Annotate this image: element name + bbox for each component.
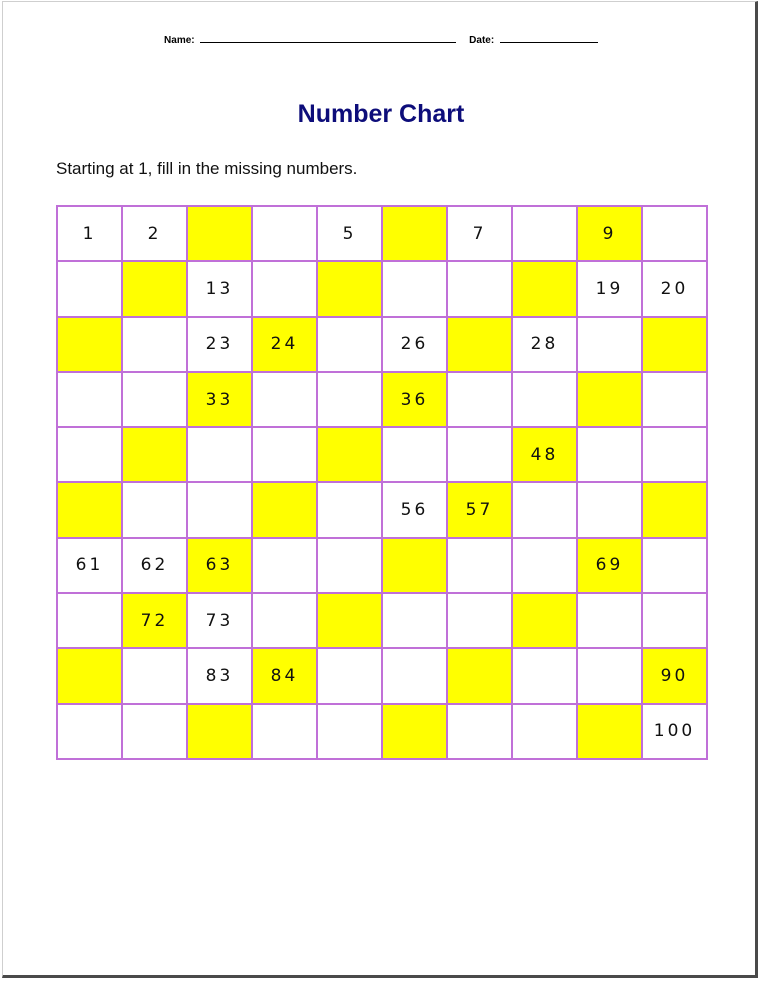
name-label: Name: bbox=[164, 35, 195, 46]
grid-cell[interactable] bbox=[318, 594, 383, 649]
grid-cell[interactable]: 19 bbox=[578, 262, 643, 317]
grid-cell[interactable] bbox=[58, 318, 123, 373]
grid-cell[interactable] bbox=[383, 539, 448, 594]
grid-cell[interactable] bbox=[513, 705, 578, 760]
grid-cell[interactable] bbox=[123, 705, 188, 760]
grid-cell[interactable] bbox=[123, 649, 188, 704]
grid-cell[interactable] bbox=[448, 649, 513, 704]
grid-cell[interactable] bbox=[643, 207, 708, 262]
grid-cell[interactable] bbox=[643, 483, 708, 538]
grid-cell[interactable] bbox=[448, 318, 513, 373]
grid-cell[interactable] bbox=[253, 428, 318, 483]
grid-cell[interactable] bbox=[253, 705, 318, 760]
grid-cell[interactable] bbox=[123, 428, 188, 483]
grid-cell[interactable]: 48 bbox=[513, 428, 578, 483]
grid-cell[interactable]: 1 bbox=[58, 207, 123, 262]
grid-cell[interactable] bbox=[643, 539, 708, 594]
grid-cell[interactable]: 28 bbox=[513, 318, 578, 373]
grid-cell[interactable]: 5 bbox=[318, 207, 383, 262]
grid-cell[interactable] bbox=[188, 705, 253, 760]
grid-cell[interactable]: 7 bbox=[448, 207, 513, 262]
grid-cell[interactable] bbox=[318, 428, 383, 483]
grid-cell[interactable] bbox=[188, 483, 253, 538]
date-blank-line[interactable] bbox=[500, 34, 598, 43]
grid-cell[interactable] bbox=[383, 428, 448, 483]
grid-cell[interactable] bbox=[58, 594, 123, 649]
grid-cell[interactable] bbox=[578, 318, 643, 373]
grid-cell[interactable]: 84 bbox=[253, 649, 318, 704]
grid-cell[interactable] bbox=[318, 318, 383, 373]
grid-cell[interactable] bbox=[448, 428, 513, 483]
grid-cell[interactable] bbox=[513, 373, 578, 428]
grid-cell[interactable] bbox=[383, 649, 448, 704]
grid-cell[interactable]: 63 bbox=[188, 539, 253, 594]
header-line bbox=[3, 34, 759, 46]
grid-cell[interactable]: 2 bbox=[123, 207, 188, 262]
grid-cell[interactable]: 9 bbox=[578, 207, 643, 262]
grid-cell[interactable] bbox=[513, 483, 578, 538]
grid-cell[interactable] bbox=[513, 262, 578, 317]
grid-cell[interactable] bbox=[383, 594, 448, 649]
grid-cell[interactable] bbox=[513, 539, 578, 594]
grid-cell[interactable] bbox=[188, 207, 253, 262]
grid-cell[interactable] bbox=[58, 483, 123, 538]
date-label: Date: bbox=[469, 35, 495, 46]
grid-cell[interactable]: 33 bbox=[188, 373, 253, 428]
page-title: Number Chart bbox=[297, 100, 465, 128]
grid-cell[interactable] bbox=[188, 428, 253, 483]
grid-cell[interactable]: 62 bbox=[123, 539, 188, 594]
grid-cell[interactable] bbox=[513, 207, 578, 262]
grid-cell[interactable]: 24 bbox=[253, 318, 318, 373]
grid-cell[interactable] bbox=[448, 373, 513, 428]
grid-cell[interactable] bbox=[253, 207, 318, 262]
grid-cell[interactable]: 13 bbox=[188, 262, 253, 317]
grid-cell[interactable]: 26 bbox=[383, 318, 448, 373]
grid-cell[interactable]: 83 bbox=[188, 649, 253, 704]
grid-cell[interactable] bbox=[448, 262, 513, 317]
grid-cell[interactable] bbox=[253, 373, 318, 428]
grid-cell[interactable]: 23 bbox=[188, 318, 253, 373]
grid-cell[interactable] bbox=[513, 594, 578, 649]
grid-cell[interactable] bbox=[448, 594, 513, 649]
grid-cell[interactable] bbox=[383, 262, 448, 317]
grid-cell[interactable]: 69 bbox=[578, 539, 643, 594]
grid-cell[interactable] bbox=[58, 705, 123, 760]
grid-cell[interactable] bbox=[58, 428, 123, 483]
grid-cell[interactable] bbox=[253, 262, 318, 317]
grid-cell[interactable] bbox=[123, 318, 188, 373]
grid-cell[interactable] bbox=[578, 373, 643, 428]
grid-cell[interactable] bbox=[578, 483, 643, 538]
grid-cell[interactable] bbox=[383, 207, 448, 262]
grid-cell[interactable] bbox=[318, 483, 383, 538]
grid-cell[interactable] bbox=[643, 318, 708, 373]
grid-cell[interactable] bbox=[513, 649, 578, 704]
grid-cell[interactable] bbox=[58, 262, 123, 317]
grid-cell[interactable]: 90 bbox=[643, 649, 708, 704]
grid-cell[interactable]: 100 bbox=[643, 705, 708, 760]
grid-cell[interactable] bbox=[123, 483, 188, 538]
grid-cell[interactable] bbox=[318, 705, 383, 760]
grid-cell[interactable] bbox=[643, 373, 708, 428]
grid-cell[interactable]: 36 bbox=[383, 373, 448, 428]
grid-cell[interactable] bbox=[318, 373, 383, 428]
grid-cell[interactable] bbox=[318, 649, 383, 704]
grid-cell[interactable] bbox=[383, 705, 448, 760]
grid-cell[interactable] bbox=[253, 594, 318, 649]
grid-cell[interactable]: 61 bbox=[58, 539, 123, 594]
grid-cell[interactable]: 57 bbox=[448, 483, 513, 538]
number-chart-grid bbox=[56, 205, 708, 760]
name-blank-line[interactable] bbox=[200, 34, 456, 43]
grid-cell[interactable] bbox=[318, 262, 383, 317]
grid-cell[interactable]: 56 bbox=[383, 483, 448, 538]
grid-cell[interactable] bbox=[578, 705, 643, 760]
grid-cell[interactable] bbox=[253, 483, 318, 538]
grid-cell[interactable] bbox=[643, 428, 708, 483]
grid-cell[interactable] bbox=[123, 262, 188, 317]
grid-cell[interactable]: 20 bbox=[643, 262, 708, 317]
grid-cell[interactable] bbox=[578, 594, 643, 649]
grid-cell[interactable] bbox=[448, 705, 513, 760]
grid-cell[interactable] bbox=[643, 594, 708, 649]
grid-cell[interactable] bbox=[123, 373, 188, 428]
grid-cell[interactable]: 72 bbox=[123, 594, 188, 649]
instructions-text: Starting at 1, fill in the missing numbers. bbox=[56, 159, 358, 178]
grid-cell[interactable]: 73 bbox=[188, 594, 253, 649]
grid-cell[interactable] bbox=[578, 428, 643, 483]
grid-cell[interactable] bbox=[58, 649, 123, 704]
grid-cell[interactable] bbox=[318, 539, 383, 594]
grid-cell[interactable] bbox=[58, 373, 123, 428]
grid-cell[interactable] bbox=[578, 649, 643, 704]
grid-cell[interactable] bbox=[448, 539, 513, 594]
grid-cell[interactable] bbox=[253, 539, 318, 594]
worksheet-page bbox=[2, 1, 758, 978]
